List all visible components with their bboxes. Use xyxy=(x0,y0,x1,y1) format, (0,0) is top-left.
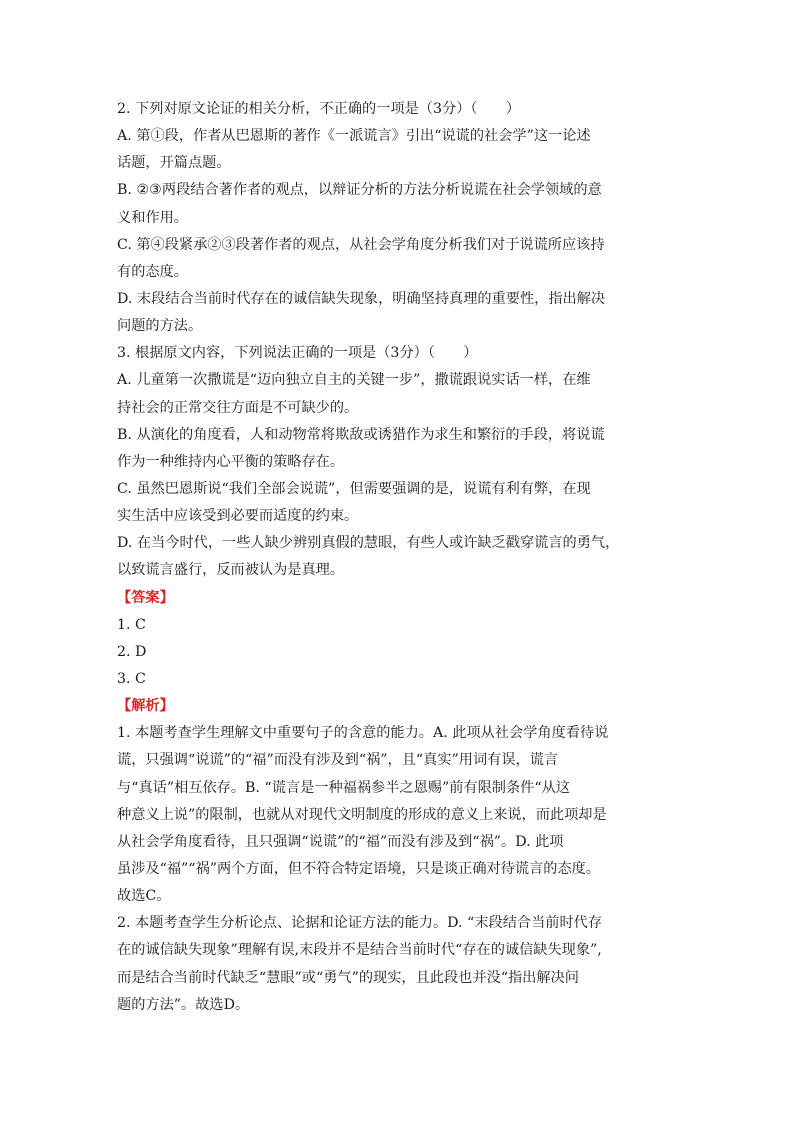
answer-item: 3. C xyxy=(117,670,146,687)
q2-option-d-line1: D. 末段结合当前时代存在的诚信缺失现象，明确坚持真理的重要性，指出解决 xyxy=(117,290,606,307)
analysis-2-line: 在的诚信缺失现象”理解有误,末段并不是结合当前时代“存在的诚信缺失现象”, xyxy=(117,942,602,959)
q2-option-a-line2: 话题，开篇点题。 xyxy=(117,155,231,172)
analysis-1-line: 谎，只强调“说谎”的“福”而没有涉及到“祸”，且“真实”用词有误，谎言 xyxy=(117,752,559,769)
analysis-2-line: 题的方法”。故选D。 xyxy=(117,996,250,1013)
analysis-1-line: 故选C。 xyxy=(117,888,171,905)
q2-option-b-line2: 义和作用。 xyxy=(117,209,188,226)
q2-option-c-line2: 有的态度。 xyxy=(117,263,188,280)
answer-item: 2. D xyxy=(117,643,147,660)
analysis-1-line: 从社会学角度看待，且只强调“说谎”的“福”而没有涉及到“祸”。D. 此项 xyxy=(117,833,564,850)
q3-option-b-line2: 作为一种维持内心平衡的策略存在。 xyxy=(117,453,345,470)
q3-option-a-line1: A. 儿童第一次撒谎是“迈向独立自主的关键一步”，撒谎跟说实话一样，在维 xyxy=(117,372,591,389)
document-content xyxy=(117,96,677,1019)
q3-option-a-line2: 持社会的正常交往方面是不可缺少的。 xyxy=(117,399,359,416)
answer-heading: 【答案】 xyxy=(117,589,174,606)
analysis-2-line: 2. 本题考查学生分析论点、论据和论证方法的能力。D. “末段结合当前时代存 xyxy=(117,915,603,932)
q3-option-d-line1: D. 在当今时代，一些人缺少辨别真假的慧眼，有些人或许缺乏戳穿谎言的勇气， xyxy=(117,535,620,552)
q2-option-d-line2: 问题的方法。 xyxy=(117,318,203,335)
analysis-1-line: 种意义上说”的限制，也就从对现代文明制度的形成的意义上来说，而此项却是 xyxy=(117,806,607,823)
q3-stem: 3. 根据原文内容，下列说法正确的一项是（3分）（ ） xyxy=(117,345,478,362)
q2-option-c-line1: C. 第④段紧承②③段著作者的观点，从社会学角度分析我们对于说谎所应该持 xyxy=(117,236,605,253)
q3-option-c-line2: 实生活中应该受到必要而适度的约束。 xyxy=(117,508,359,525)
analysis-1-line: 虽涉及“福”“祸”两个方面，但不符合特定语境，只是谈正确对待谎言的态度。 xyxy=(117,860,601,877)
q3-option-d-line2: 以致谎言盛行，反而被认为是真理。 xyxy=(117,562,345,579)
q2-option-a-line1: A. 第①段，作者从巴恩斯的著作《一派谎言》引出“说谎的社会学”这一论述 xyxy=(117,128,591,145)
q2-option-b-line1: B. ②③两段结合著作者的观点，以辩证分析的方法分析说谎在社会学领域的意 xyxy=(117,182,602,199)
q2-stem: 2. 下列对原文论证的相关分析，不正确的一项是（3分）（ ） xyxy=(117,101,521,117)
answer-item: 1. C xyxy=(117,616,146,633)
analysis-heading: 【解析】 xyxy=(117,698,174,715)
q3-option-c-line1: C. 虽然巴恩斯说“我们全部会说谎”，但需要强调的是，说谎有利有弊，在现 xyxy=(117,480,591,497)
analysis-2-line: 而是结合当前时代缺乏“慧眼”或“勇气”的现实，且此段也并没“指出解决问 xyxy=(117,969,579,986)
q3-option-b-line1: B. 从演化的角度看，人和动物常将欺敌或诱猎作为求生和繁衍的手段，将说谎 xyxy=(117,426,605,443)
analysis-1-line: 与“真话”相互依存。B. “谎言是一种福祸参半之恩赐”前有限制条件“从这 xyxy=(117,779,570,796)
analysis-1-line: 1. 本题考查学生理解文中重要句子的含意的能力。A. 此项从社会学角度看待说 xyxy=(117,725,609,742)
